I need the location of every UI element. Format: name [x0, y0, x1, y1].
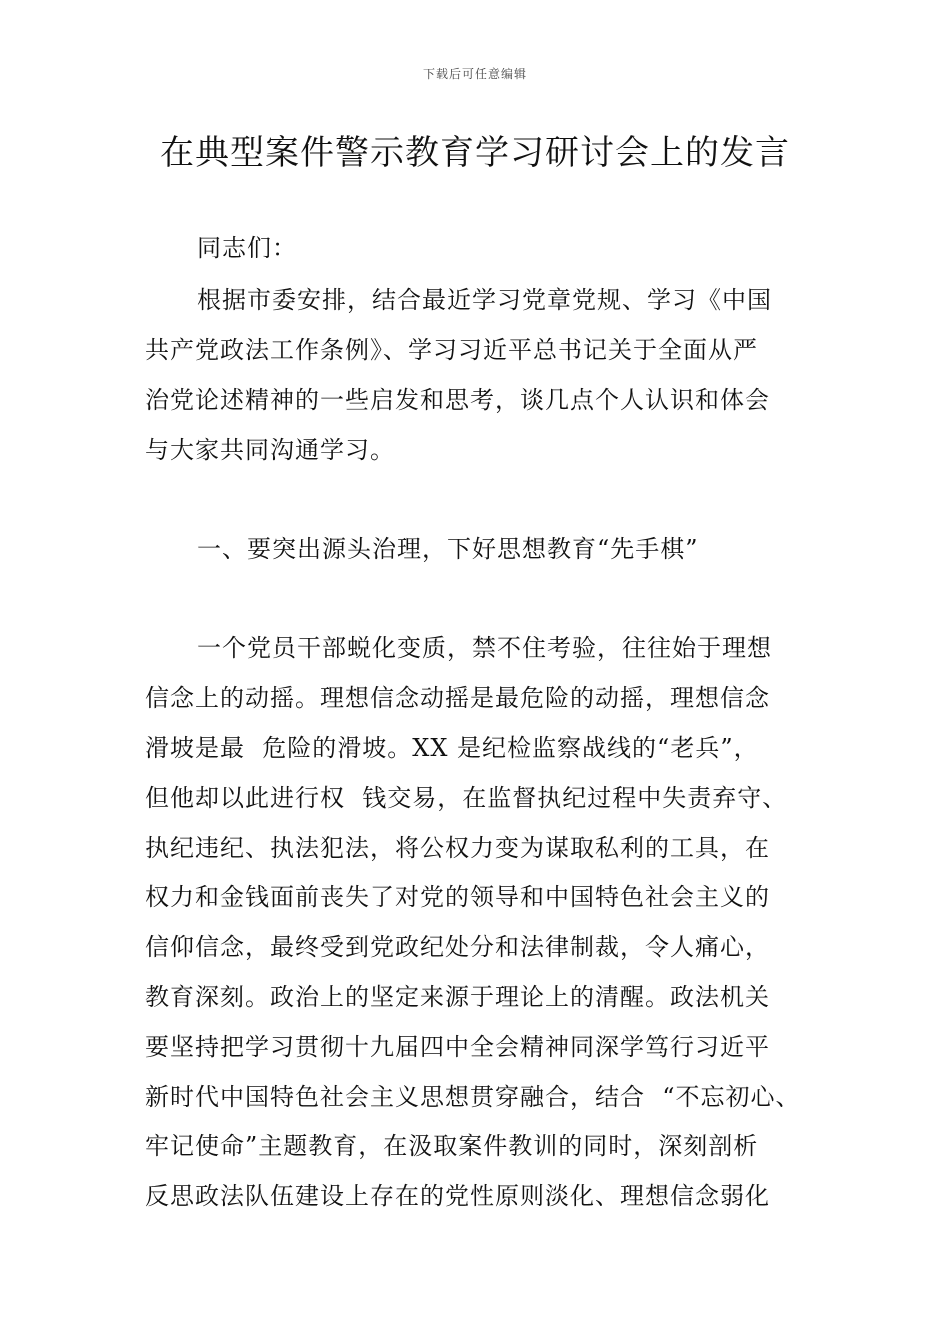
document-title: 在典型案件警示教育学习研讨会上的发言 — [160, 133, 790, 173]
salutation: 同志们： — [197, 234, 297, 262]
body-line: 牢记使命”主题教育，在汲取案件教训的同时，深刻剖析 — [145, 1132, 759, 1160]
body-line: 执纪违纪、执法犯法，将公权力变为谋取私利的工具，在 — [145, 834, 770, 862]
body-line: 但他却以此进行权 钱交易，在监督执纪过程中失责弃守、 — [145, 784, 788, 812]
section-heading: 一、要突出源头治理，下好思想教育“先手棋” — [197, 535, 699, 563]
body-line: 信念上的动摇。理想信念动摇是最危险的动摇，理想信念 — [145, 684, 770, 712]
intro-line: 治党论述精神的一些启发和思考，谈几点个人认识和体会 — [145, 386, 770, 414]
body-line: 信仰信念，最终受到党政纪处分和法律制裁，令人痛心， — [145, 933, 770, 961]
intro-line: 与大家共同沟通学习。 — [145, 436, 395, 464]
intro-line: 共产党政法工作条例》、学习习近平总书记关于全面从严 — [145, 336, 758, 364]
body-line: 新时代中国特色社会主义思想贯穿融合，结合 “不忘初心、 — [145, 1083, 801, 1111]
body-line: 要坚持把学习贯彻十九届四中全会精神同深学笃行习近平 — [145, 1033, 770, 1061]
body-line: 反思政法队伍建设上存在的党性原则淡化、理想信念弱化 — [145, 1182, 770, 1210]
body-line: 教育深刻。政治上的坚定来源于理论上的清醒。政法机关 — [145, 983, 770, 1011]
body-line: 权力和金钱面前丧失了对党的领导和中国特色社会主义的 — [145, 883, 770, 911]
body-line: 一个党员干部蜕化变质，禁不住考验，往往始于理想 — [197, 634, 772, 662]
intro-line: 根据市委安排，结合最近学习党章党规、学习《中国 — [197, 286, 772, 314]
header-note: 下载后可任意编辑 — [422, 67, 527, 81]
body-line: 滑坡是最 危险的滑坡。XX 是纪检监察战线的“老兵”， — [145, 734, 759, 762]
